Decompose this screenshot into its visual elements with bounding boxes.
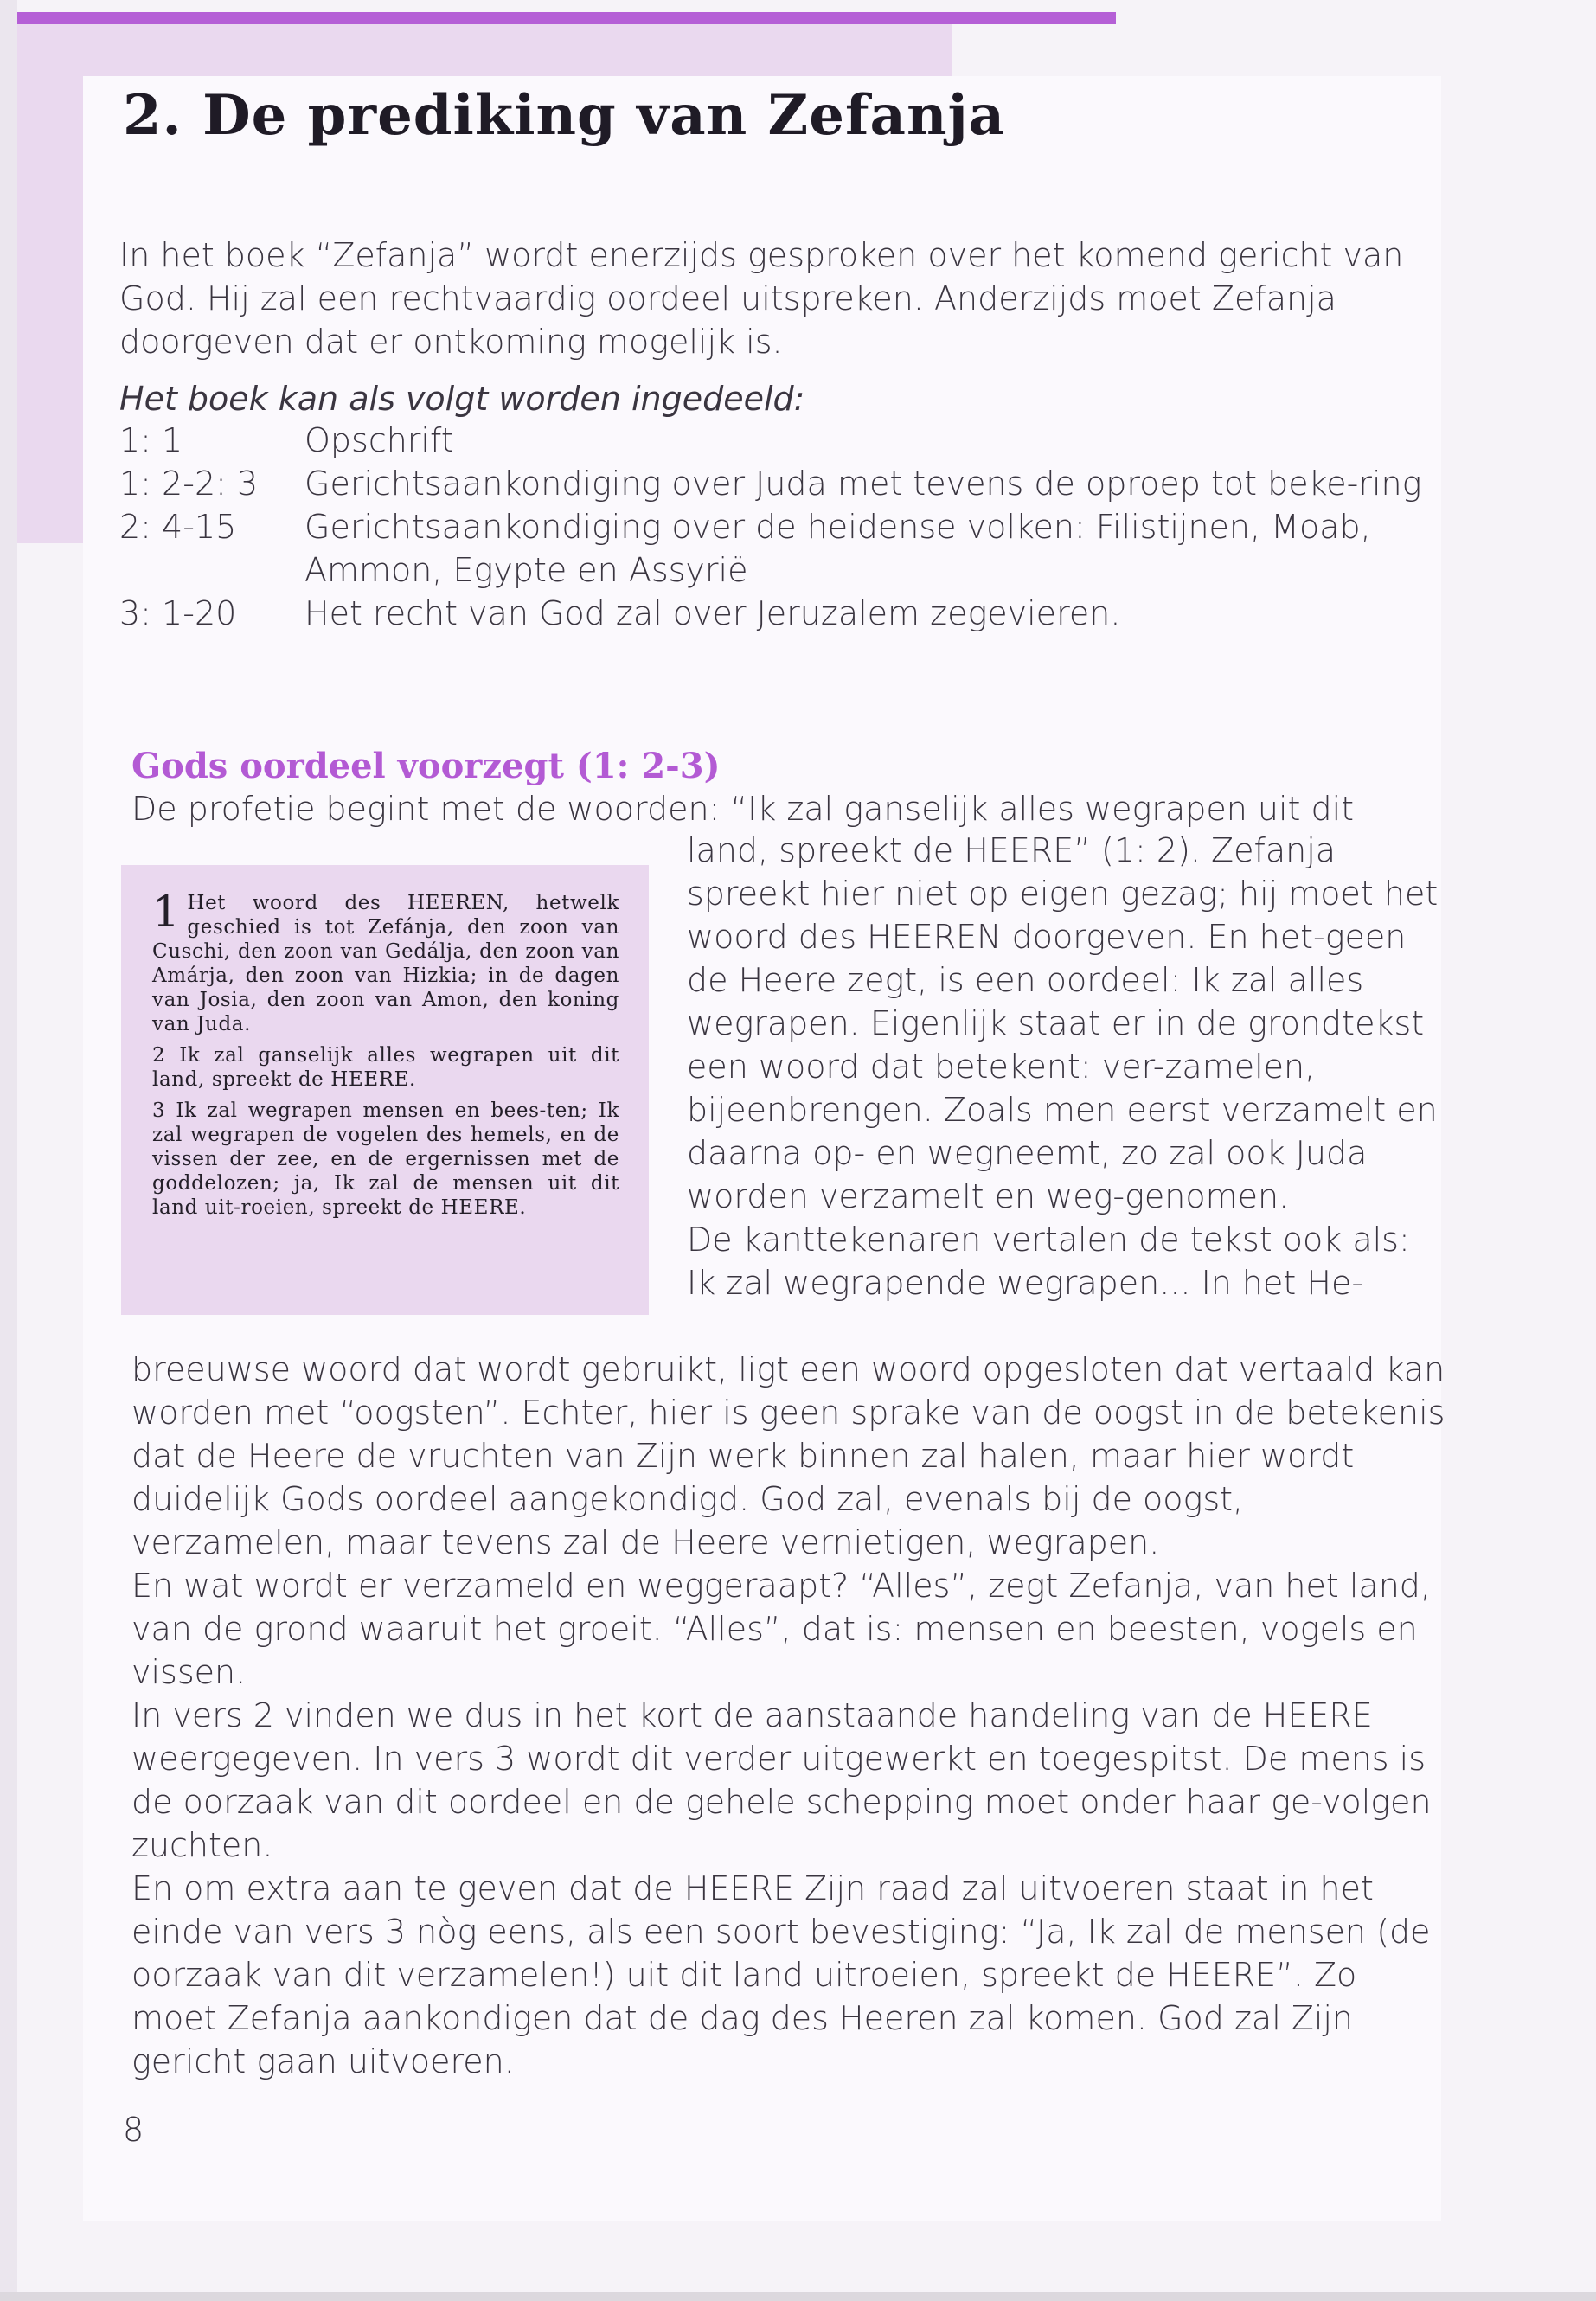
outline-desc: Het recht van God zal over Jeruzalem zegevieren. <box>304 594 1121 632</box>
body-text <box>131 1348 1446 2083</box>
paragraph: En wat wordt er verzameld en weggeraapt? “Alles”, zegt Zefanja, van het land, van de grond waaruit het groeit. “Alles”, dat is: mensen en beesten, vogels en vissen. <box>131 1567 1432 1691</box>
outline-desc: Gerichtsaankondiging over de heidense volken: Filistijnen, Moab, Ammon, Egypte en Assyrië <box>304 508 1371 589</box>
outline-desc: Opschrift <box>304 421 454 459</box>
outline-ref: 2: 4-15 <box>119 508 237 546</box>
paragraph: In vers 2 vinden we dus in het kort de aanstaande handeling van de HEERE weergegeven. In vers 3 wordt dit verder uitgewerkt en toegespitst. De mens is de oorzaak van dit oordeel en de gehele schepping moet onder haar ge-volgen zuchten. <box>131 1696 1432 1864</box>
section-heading: Gods oordeel voorzegt (1: 2-3) <box>131 746 721 786</box>
header-band <box>17 24 952 76</box>
quote-verse-1 <box>152 887 619 1036</box>
page-title: 2. De prediking van Zefanja <box>123 83 1006 148</box>
quote-verse-3: 3 Ik zal wegrapen mensen en bees-ten; Ik zal wegrapen de vogelen des hemels, en de vissen der zee, en de ergernissen met de goddelozen; ja, Ik zal de mensen uit dit land uit-roeien, spreekt de HEERE. <box>152 1099 619 1219</box>
quote-verse-2: 2 Ik zal ganselijk alles wegrapen uit dit land, spreekt de HEERE. <box>152 1044 619 1091</box>
outline-ref: 1: 1 <box>119 421 183 459</box>
scripture-quote-box <box>121 865 649 1315</box>
paragraph: breeuwse woord dat wordt gebruikt, ligt een woord opgesloten dat vertaald kan worden met “oogsten”. Echter, hier is geen sprake van de oogst in de betekenis dat de Heere de vruchten van Zijn werk binnen zal halen, maar hier wordt duidelijk Gods oordeel aangekondigd. God zal, evenals bij de oogst, verzamelen, maar tevens zal de Heere vernietigen, wegrapen. <box>131 1350 1445 1561</box>
scan-bottom-edge <box>0 2292 1596 2301</box>
side-band <box>17 76 83 543</box>
paragraph: En om extra aan te geven dat de HEERE Zijn raad zal uitvoeren staat in het einde van vers 3 nòg eens, als een soort bevestiging: “Ja, Ik zal de mensen (de oorzaak van dit verzamelen!) uit dit land uitroeien, spreekt de HEERE”. Zo moet Zefanja aankondigen dat de dag des Heeren zal komen. God zal Zijn gericht gaan uitvoeren. <box>131 1869 1431 2080</box>
scan-left-edge <box>0 0 17 2301</box>
intro-paragraph: In het boek “Zefanja” wordt enerzijds gesproken over het komend gericht van God. Hij zal een rechtvaardig oordeel uitspreken. Anderzijds moet Zefanja doorgeven dat er ontkoming mogelijk is. <box>119 236 1404 361</box>
verse-number: 1 <box>152 887 181 937</box>
outline-heading: Het boek kan als volgt worden ingedeeld: <box>119 380 805 418</box>
outline-row <box>119 505 1443 592</box>
section-lead: De profetie begint met de woorden: “Ik zal ganselijk alles wegrapen uit dit <box>131 790 1355 828</box>
outline-ref: 1: 2-2: 3 <box>119 465 259 503</box>
accent-bar <box>17 12 1116 24</box>
outline-ref: 3: 1-20 <box>119 594 237 632</box>
outline-row <box>119 462 1443 505</box>
outline-row <box>119 419 1443 462</box>
book-outline <box>119 419 1443 635</box>
column-text: land, spreekt de HEERE” (1: 2). Zefanja spreekt hier niet op eigen gezag; hij moet het woord des HEEREN doorgeven. En het-geen de Heere zegt, is een oordeel: Ik zal alles wegrapen. Eigenlijk staat er in de grondtekst een woord dat betekent: ver-zamelen, bijeenbrengen. Zoals men eerst verzamelt en daarna op- en wegneemt, zo zal ook Juda worden verzamelt en weg-genomen. De kanttekenaren vertalen de tekst ook als: Ik zal wegrapende wegrapen... In het He- <box>687 831 1439 1302</box>
page-number: 8 <box>123 2111 144 2149</box>
verse-text: Het woord des HEEREN, hetwelk geschied is tot Zefánja, den zoon van Cuschi, den zoon van Gedálja, den zoon van Amárja, den zoon van Hizkia; in de dagen van Josia, den zoon van Amon, den koning van Juda. <box>152 892 619 1035</box>
outline-desc: Gerichtsaankondiging over Juda met tevens de oproep tot beke-ring <box>304 465 1422 503</box>
outline-row <box>119 592 1443 635</box>
